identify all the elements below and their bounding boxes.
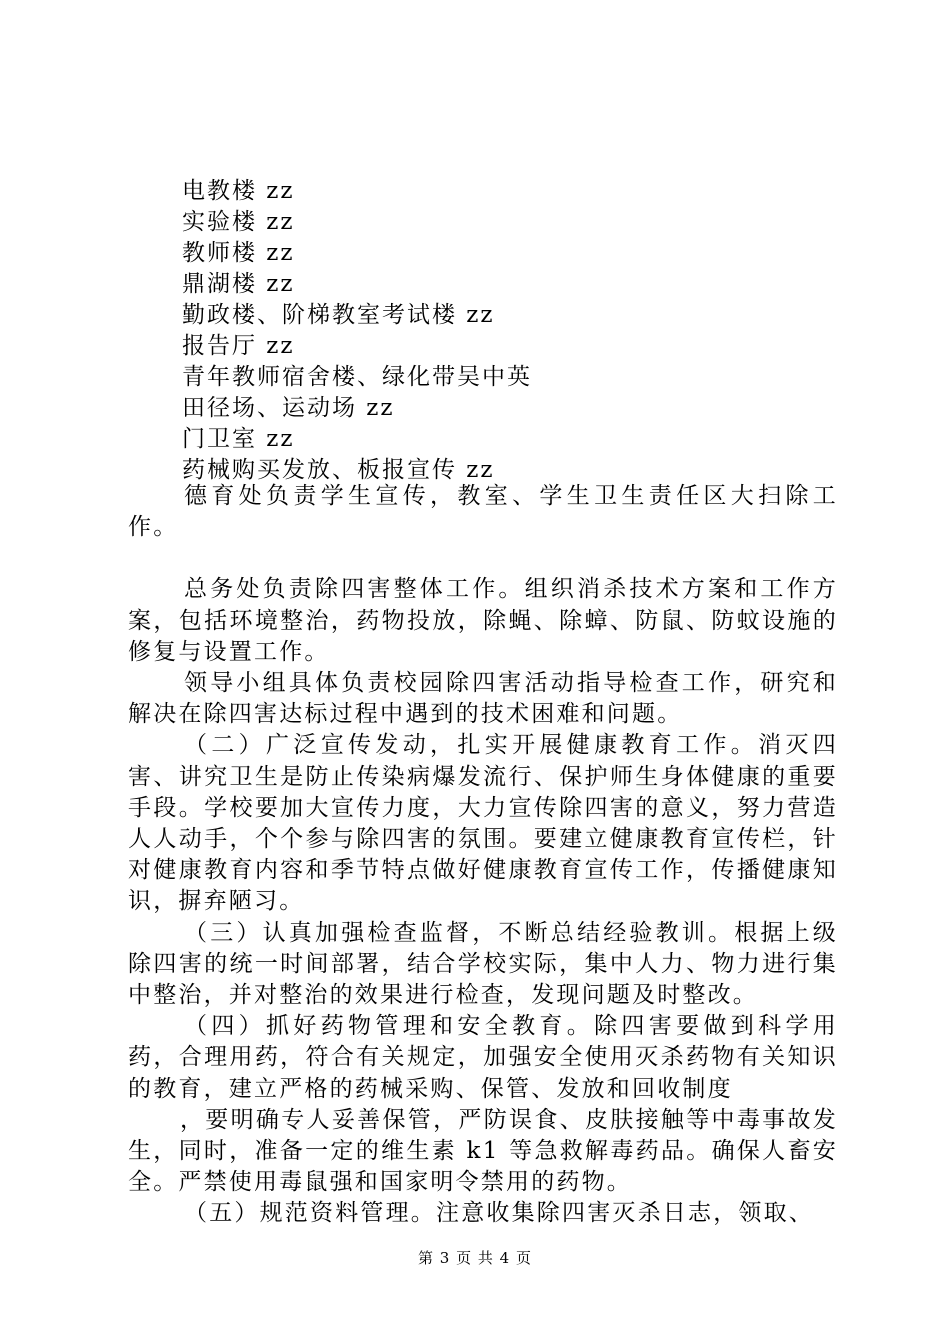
page-footer: 第 3 页 共 4 页 [418,1249,532,1267]
paragraph-moral-education: 德育处负责学生宣传，教室、学生卫生责任区大扫除工作。 [128,483,838,541]
paragraph-section-5: （五）规范资料管理。注意收集除四害灭杀日志，领取、 [184,1200,814,1227]
body-text [128,481,838,1230]
assignment-item: 教师楼 zz [182,240,295,266]
paragraph-section-2: （二）广泛宣传发动，扎实开展健康教育工作。消灭四害、讲究卫生是防止传染病爆发流行、保护师生身体健康的重要手段。学校要加大宣传力度，大力宣传除四害的意义，努力营造人人动手，个个参与除四害的氛围。要建立健康教育宣传栏，针对健康教育内容和季节特点做好健康教育宣传工作，传播健康知识，摒弃陋习。 [128,732,838,915]
paragraph-section-4-continued: ，要明确专人妥善保管，严防误食、皮肤接触等中毒事故发生，同时，准备一定的维生素 k1 等急救解毒药品。确保人畜安全。严禁使用毒鼠强和国家明令禁用的药物。 [128,1106,838,1196]
paragraph-leading-group: 领导小组具体负责校园除四害活动指导检查工作，研究和解决在除四害达标过程中遇到的技术困难和问题。 [128,670,838,728]
assignment-item: 鼎湖楼 zz [182,271,295,297]
paragraph-section-4: （四）抓好药物管理和安全教育。除四害要做到科学用药，合理用药，符合有关规定，加强安全使用灭杀药物有关知识的教育，建立严格的药械采购、保管、发放和回收制度 [128,1013,838,1102]
assignment-item: 药械购买发放、板报宣传 zz [182,457,495,483]
assignment-item: 青年教师宿舍楼、绿化带吴中英 [182,364,532,390]
assignment-item: 报告厅 zz [182,333,295,359]
assignment-item: 电教楼 zz [182,178,295,204]
paragraph-general-affairs: 总务处负责除四害整体工作。组织消杀技术方案和工作方案，包括环境整治，药物投放，除蝇、除蟑、防鼠、防蚊设施的修复与设置工作。 [128,576,838,665]
assignment-item: 田径场、运动场 zz [182,395,395,421]
paragraph-section-3: （三）认真加强检查监督，不断总结经验教训。根据上级除四害的统一时间部署，结合学校实际，集中人力、物力进行集中整治，并对整治的效果进行检查，发现问题及时整改。 [128,919,838,1009]
area-assignment-list [182,176,882,486]
assignment-item: 门卫室 zz [182,426,295,452]
assignment-item: 勤政楼、阶梯教室考试楼 zz [182,302,495,328]
assignment-item: 实验楼 zz [182,209,295,235]
